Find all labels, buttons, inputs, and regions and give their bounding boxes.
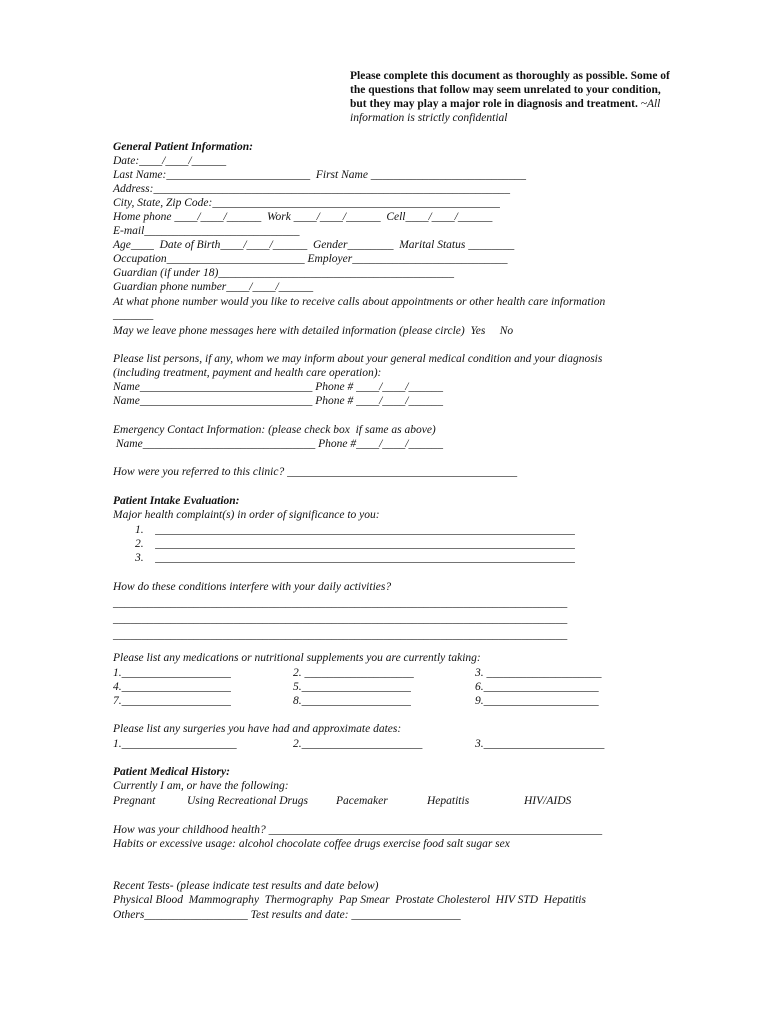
tests-options[interactable]: Physical Blood Mammography Thermography Pap Smear Prostate Cholesterol HIV STD Hepatitis	[113, 894, 586, 906]
surgeries-question: Please list any surgeries you have had and approximate dates:	[113, 723, 402, 735]
address-field[interactable]: Address:______________________________________________________________	[113, 183, 510, 195]
condition-hepatitis[interactable]: Hepatitis	[427, 795, 470, 807]
medication-2[interactable]: 2. ___________________	[293, 667, 414, 679]
medication-5[interactable]: 5.___________________	[293, 681, 411, 693]
name-fields[interactable]: Last Name:_________________________ First Name ___________________________	[113, 169, 527, 181]
interfere-line-3[interactable]: _______________________________________________________________________________	[113, 629, 568, 641]
general-heading: General Patient Information:	[113, 141, 253, 153]
complaint-line-2[interactable]: 2. _________________________________________________________________________	[135, 538, 575, 550]
medication-4[interactable]: 4.___________________	[113, 681, 231, 693]
medication-6[interactable]: 6.____________________	[475, 681, 599, 693]
referral-field[interactable]: How were you referred to this clinic? ________________________________________	[113, 466, 518, 478]
date-field[interactable]: Date:____/____/______	[113, 155, 227, 167]
medication-9[interactable]: 9.____________________	[475, 695, 599, 707]
intro-bold-text: Please complete this document as thoroughly as possible. Some of the questions that follow may seem unrelated to your condition, but they may play a major role in diagnosis and treatment.	[350, 70, 670, 110]
history-heading: Patient Medical History:	[113, 766, 230, 778]
habits-line[interactable]: Habits or excessive usage: alcohol chocolate coffee drugs exercise food salt sugar sex	[113, 838, 510, 850]
tests-others-field[interactable]: Others__________________ Test results and date: ___________________	[113, 909, 461, 921]
intro-italic-text: ~All information is strictly confidential	[350, 98, 661, 124]
city-state-zip-field[interactable]: City, State, Zip Code:__________________________________________________	[113, 197, 500, 209]
phone-fields[interactable]: Home phone ____/____/______ Work ____/____/______ Cell____/____/______	[113, 211, 493, 223]
surgery-3[interactable]: 3._____________________	[475, 738, 605, 750]
person-2-fields[interactable]: Name______________________________ Phone # ____/____/______	[113, 395, 443, 407]
condition-recreational-drugs[interactable]: Using Recreational Drugs	[187, 795, 308, 807]
persons-question: Please list persons, if any, whom we may inform about your general medical condition and your diagnosis	[113, 353, 603, 365]
complaint-line-3[interactable]: 3. _________________________________________________________________________	[135, 552, 575, 564]
surgery-1[interactable]: 1.____________________	[113, 738, 237, 750]
condition-pregnant[interactable]: Pregnant	[113, 795, 156, 807]
interfere-line-1[interactable]: _______________________________________________________________________________	[113, 597, 568, 609]
medication-3[interactable]: 3. ____________________	[475, 667, 602, 679]
preferred-phone-question: At what phone number would you like to receive calls about appointments or other health care information	[113, 296, 606, 308]
childhood-health-field[interactable]: How was your childhood health? __________________________________________________________	[113, 824, 603, 836]
person-1-fields[interactable]: Name______________________________ Phone # ____/____/______	[113, 381, 443, 393]
persons-question-cont: (including treatment, payment and health care operation):	[113, 367, 382, 379]
complaints-subheading: Major health complaint(s) in order of significance to you:	[113, 509, 380, 521]
medication-1[interactable]: 1.___________________	[113, 667, 231, 679]
medication-8[interactable]: 8.___________________	[293, 695, 411, 707]
history-subheading: Currently I am, or have the following:	[113, 780, 289, 792]
interfere-line-2[interactable]: _______________________________________________________________________________	[113, 613, 568, 625]
condition-hiv-aids[interactable]: HIV/AIDS	[524, 795, 572, 807]
emergency-contact-fields[interactable]: Name______________________________ Phone #____/____/______	[113, 438, 443, 450]
leave-messages-question[interactable]: May we leave phone messages here with detailed information (please circle) Yes No	[113, 325, 514, 337]
age-dob-gender-fields[interactable]: Age____ Date of Birth____/____/______ Gender________ Marital Status ________	[113, 239, 515, 251]
tests-heading: Recent Tests- (please indicate test results and date below)	[113, 880, 379, 892]
medication-7[interactable]: 7.___________________	[113, 695, 231, 707]
intake-heading: Patient Intake Evaluation:	[113, 495, 240, 507]
surgery-2[interactable]: 2._____________________	[293, 738, 423, 750]
email-field[interactable]: E-mail___________________________	[113, 225, 300, 237]
guardian-phone-field[interactable]: Guardian phone number____/____/______	[113, 281, 314, 293]
emergency-heading: Emergency Contact Information: (please check box if same as above)	[113, 424, 436, 436]
complaint-line-1[interactable]: 1. _________________________________________________________________________	[135, 524, 575, 536]
preferred-phone-field[interactable]: _______	[113, 309, 154, 321]
interfere-question: How do these conditions interfere with your daily activities?	[113, 581, 392, 593]
guardian-field[interactable]: Guardian (if under 18)_________________________________________	[113, 267, 455, 279]
intro-paragraph	[350, 69, 670, 125]
medications-question: Please list any medications or nutritional supplements you are currently taking:	[113, 652, 481, 664]
occupation-employer-fields[interactable]: Occupation________________________ Employer___________________________	[113, 253, 508, 265]
condition-pacemaker[interactable]: Pacemaker	[336, 795, 388, 807]
